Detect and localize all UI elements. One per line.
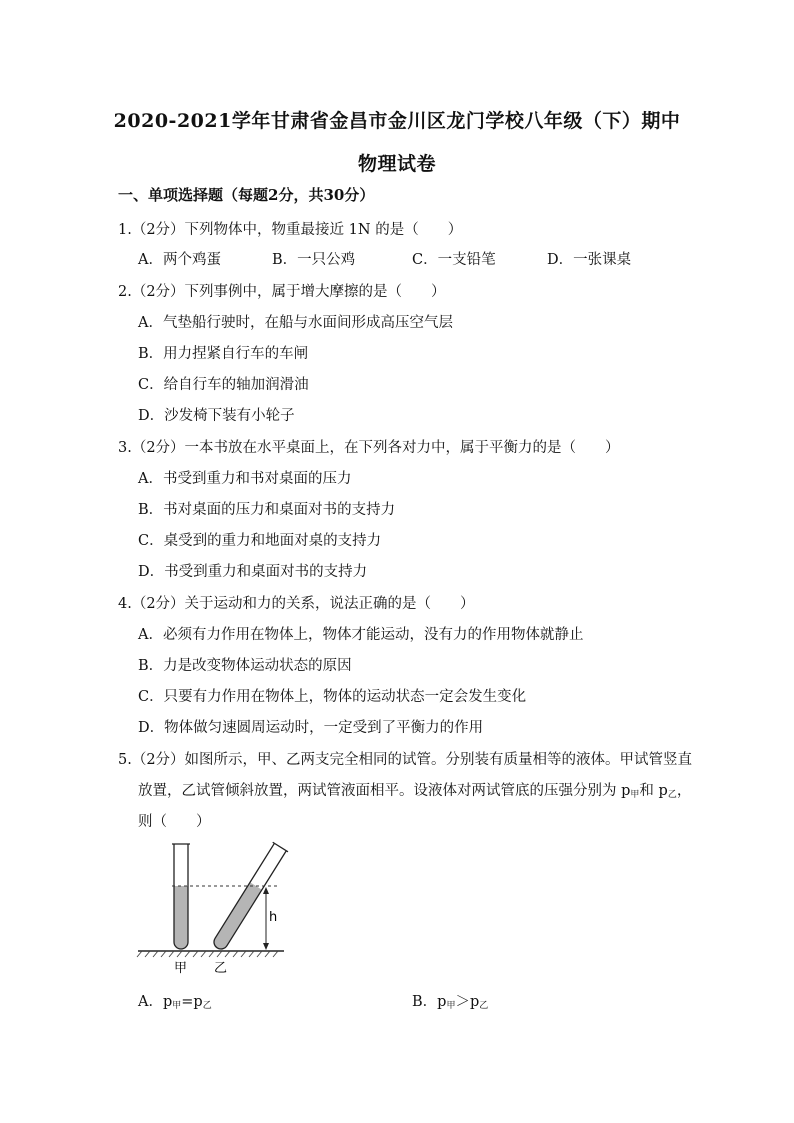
question-1-option-a: A．两个鸡蛋 (138, 252, 221, 268)
question-5-option-a (138, 990, 212, 1011)
height-label: h (269, 910, 278, 925)
question-4-stem: 4.（2分）关于运动和力的关系，说法正确的是（ ） (118, 596, 475, 612)
test-tube-figure (132, 838, 302, 978)
question-5-stem-line2 (138, 779, 691, 800)
tube-label-yi: 乙 (214, 961, 228, 976)
subscript-jia: 甲 (446, 1001, 456, 1011)
stem-text: ， (676, 783, 692, 799)
tube-yi (210, 842, 288, 952)
question-4-option-b: B．力是改变物体运动状态的原因 (138, 658, 352, 674)
subscript-yi: 乙 (667, 790, 677, 800)
stem-text: 放置，乙试管倾斜放置，两试管液面相平。设液体对两试管底的压强分别为 p (138, 783, 631, 799)
exam-title-line1: 2020-2021学年甘肃省金昌市金川区龙门学校八年级（下）期中 (113, 110, 681, 132)
question-3-option-c: C．桌受到的重力和地面对桌的支持力 (138, 533, 382, 549)
subscript-jia: 甲 (630, 790, 640, 800)
question-2-option-c: C．给自行车的轴加润滑油 (138, 377, 309, 393)
section-heading: 一、单项选择题（每题2分，共30分） (118, 186, 375, 204)
question-3-option-a: A．书受到重力和书对桌面的压力 (138, 471, 352, 487)
option-text: A．p (138, 994, 173, 1010)
question-3-stem: 3.（2分）一本书放在水平桌面上，在下列各对力中，属于平衡力的是（ ） (118, 440, 620, 456)
ground-hatching (137, 951, 278, 957)
stem-text: 和 p (639, 783, 668, 799)
question-5-stem-line3: 则（ ） (138, 814, 211, 830)
exam-title-line2: 物理试卷 (357, 153, 436, 175)
question-4-option-a: A．必须有力作用在物体上，物体才能运动，没有力的作用物体就静止 (138, 627, 584, 643)
option-text: ＞p (455, 994, 480, 1010)
tube-label-jia: 甲 (174, 961, 188, 976)
question-2-option-a: A．气垫船行驶时，在船与水面间形成高压空气层 (138, 315, 453, 331)
question-1-stem: 1.（2分）下列物体中，物重最接近 1N 的是（ ） (118, 222, 463, 238)
tube-jia (172, 844, 190, 949)
subscript-jia: 甲 (172, 1001, 182, 1011)
question-4-option-d: D．物体做匀速圆周运动时，一定受到了平衡力的作用 (138, 720, 484, 736)
subscript-yi: 乙 (479, 1001, 489, 1011)
question-1-option-d: D．一张课桌 (547, 252, 632, 268)
question-5-option-b (412, 990, 488, 1011)
question-3-option-d: D．书受到重力和桌面对书的支持力 (138, 564, 368, 580)
option-text: =p (181, 994, 203, 1010)
question-2-stem: 2.（2分）下列事例中，属于增大摩擦的是（ ） (118, 284, 446, 300)
question-3-option-b: B．书对桌面的压力和桌面对书的支持力 (138, 502, 396, 518)
question-2-option-b: B．用力捏紧自行车的车闸 (138, 346, 309, 362)
subscript-yi: 乙 (202, 1001, 212, 1011)
question-2-option-d: D．沙发椅下装有小轮子 (138, 408, 295, 424)
question-1-option-b: B．一只公鸡 (272, 252, 356, 268)
question-4-option-c: C．只要有力作用在物体上，物体的运动状态一定会发生变化 (138, 689, 527, 705)
question-1-option-c: C．一支铅笔 (412, 252, 496, 268)
question-5-stem-line1: 5.（2分）如图所示，甲、乙两支完全相同的试管。分别装有质量相等的液体。甲试管竖直 (118, 752, 693, 768)
option-text: B．p (412, 994, 447, 1010)
